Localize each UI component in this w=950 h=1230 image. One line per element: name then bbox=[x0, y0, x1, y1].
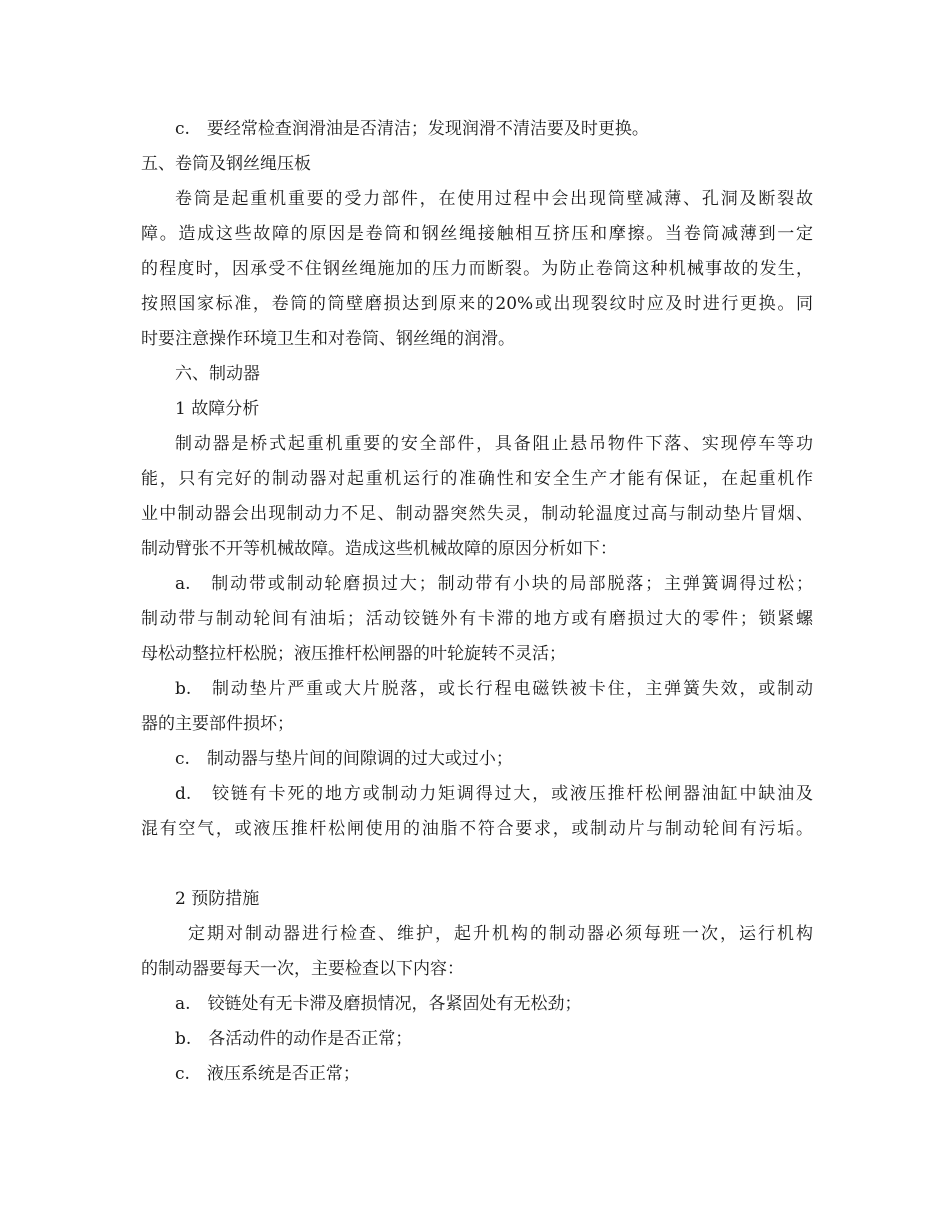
paragraph-line: 时要注意操作环境卫生和对卷筒、钢丝绳的润滑。 bbox=[141, 329, 515, 349]
paragraph-line: 定期对制动器进行检查、维护，起升机构的制动器必须每班一次，运行机构 bbox=[188, 924, 813, 944]
paragraph-line: c. 要经常检查润滑油是否清洁；发现润滑不清洁要及时更换。 bbox=[175, 119, 649, 139]
list-item-line: 器的主要部件损坏； bbox=[141, 714, 294, 734]
list-item-line: c. 制动器与垫片间的间隙调的过大或过小； bbox=[175, 749, 513, 769]
paragraph-line: 的程度时，因承受不住钢丝绳施加的压力而断裂。为防止卷筒这种机械事故的发生， bbox=[141, 259, 813, 279]
list-item-line: 混有空气，或液压推杆松闸使用的油脂不符合要求，或制动片与制动轮间有污垢。 bbox=[141, 819, 813, 839]
paragraph-line: 卷筒是起重机重要的受力部件，在使用过程中会出现筒壁减薄、孔洞及断裂故 bbox=[175, 189, 813, 209]
list-item-line: b. 各活动件的动作是否正常； bbox=[175, 1029, 413, 1049]
list-item-line: 母松动整拉杆松脱；液压推杆松闸器的叶轮旋转不灵活； bbox=[141, 644, 566, 664]
blank-line bbox=[141, 847, 813, 882]
list-item-line: a. 铰链处有无卡滞及磨损情况，各紧固处有无松劲； bbox=[175, 994, 582, 1014]
section-heading: 六、制动器 bbox=[175, 364, 260, 384]
list-item-line: d. 铰链有卡死的地方或制动力矩调得过大，或液压推杆松闸器油缸中缺油及 bbox=[175, 784, 813, 804]
subsection-heading: 2 预防措施 bbox=[175, 889, 260, 909]
paragraph-line: 按照国家标准，卷筒的筒壁磨损达到原来的20%或出现裂纹时应及时进行更换。同 bbox=[141, 294, 813, 314]
list-item-line: b. 制动垫片严重或大片脱落，或长行程电磁铁被卡住，主弹簧失效，或制动 bbox=[175, 679, 813, 699]
section-heading: 五、卷筒及钢丝绳压板 bbox=[141, 154, 311, 174]
paragraph-line: 障。造成这些故障的原因是卷筒和钢丝绳接触相互挤压和摩擦。当卷筒减薄到一定 bbox=[141, 224, 813, 244]
paragraph-line: 制动臂张不开等机械故障。造成这些机械故障的原因分析如下： bbox=[141, 539, 617, 559]
subsection-heading: 1 故障分析 bbox=[175, 399, 260, 419]
paragraph-line: 制动器是桥式起重机重要的安全部件，具备阻止悬吊物件下落、实现停车等功 bbox=[175, 434, 813, 454]
list-item-line: c. 液压系统是否正常； bbox=[175, 1064, 360, 1084]
list-item-line: 制动带与制动轮间有油垢；活动铰链外有卡滞的地方或有磨损过大的零件；锁紧螺 bbox=[141, 609, 813, 629]
document-page bbox=[141, 112, 813, 1092]
paragraph-line: 业中制动器会出现制动力不足、制动器突然失灵，制动轮温度过高与制动垫片冒烟、 bbox=[141, 504, 813, 524]
paragraph-line: 能，只有完好的制动器对起重机运行的准确性和安全生产才能有保证，在起重机作 bbox=[141, 469, 813, 489]
list-item-line: a. 制动带或制动轮磨损过大；制动带有小块的局部脱落；主弹簧调得过松； bbox=[175, 574, 813, 594]
paragraph-line: 的制动器要每天一次，主要检查以下内容： bbox=[141, 959, 464, 979]
